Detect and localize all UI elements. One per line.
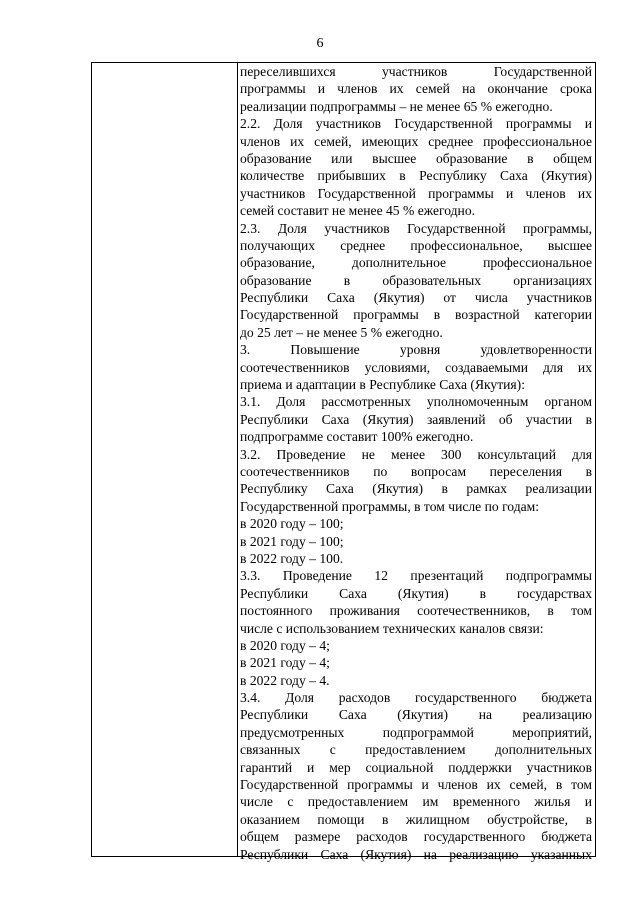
text-line: 2.2. Доля участников Государственной программы и [240,116,592,132]
text-line: постоянного проживания соотечественников, в том [240,603,592,619]
text-line: числе с предоставлением им временного жилья и [240,794,592,810]
text-line: Республики Саха (Якутия) заявлений об участии в [240,411,592,427]
text-line: реализации подпрограммы – не менее 65 % ежегодно. [240,98,553,114]
text-line: 3.1. Доля рассмотренных уполномоченным органом [240,394,592,410]
text-line: образование в образовательных организациях [240,272,592,288]
text-line: получающих среднее профессиональное, высшее [240,237,592,253]
text-line: связанных с предоставлением дополнительных [240,742,592,758]
text-line: Республики Саха (Якутия) на реализацию указанных [240,846,592,862]
text-line: в 2020 году – 4; [240,637,330,653]
text-line: программы и членов их семей на окончание срока [240,81,592,97]
text-line: в 2021 году – 4; [240,655,330,671]
text-line: 2.3. Доля участников Государственной программы, [240,220,592,236]
text-line: общем размере расходов государственного бюджета [240,829,592,845]
text-line: числе с использованием технических каналов связи: [240,620,544,636]
text-line: Государственной программы и членов их семей, в том [240,777,592,793]
text-line: оказанием помощи в жилищном обустройстве, в [240,811,592,827]
text-line: количестве прибывших в Республику Саха (Якутия) [240,168,592,184]
text-line: семей составит не менее 45 % ежегодно. [240,203,476,219]
text-line: приема и адаптации в Республике Саха (Якутия): [240,377,525,393]
text-line: подпрограмме составит 100% ежегодно. [240,429,474,445]
text-line: гарантий и мер социальной поддержки участников [240,759,592,775]
column-divider [237,63,238,856]
text-line: Республику Саха (Якутия) в рамках реализации [240,481,592,497]
text-line: Республики Саха (Якутия) в государствах [240,585,592,601]
text-line: соотечественников условиями, создаваемыми для их [240,359,592,375]
text-line: 3.3. Проведение 12 презентаций подпрограммы [240,568,592,584]
text-line: 3. Повышение уровня удовлетворенности [240,342,592,358]
table-right-cell [240,63,592,862]
text-line: в 2021 году – 100; [240,533,344,549]
text-line: образование, дополнительное профессиональное [240,255,592,271]
text-line: в 2022 году – 4. [240,672,330,688]
text-line: в 2022 году – 100. [240,550,344,566]
page-number: 6 [316,36,324,51]
text-line: до 25 лет – не менее 5 % ежегодно. [240,324,443,340]
text-line: соотечественников по вопросам переселения в [240,463,592,479]
table-left-cell [92,63,237,856]
text-line: Республики Саха (Якутия) от числа участников [240,290,592,306]
text-line: в 2020 году – 100; [240,516,344,532]
text-line: 3.4. Доля расходов государственного бюджета [240,690,592,706]
text-line: членов их семей, имеющих среднее профессиональное [240,133,592,149]
text-line: 3.2. Проведение не менее 300 консультаций для [240,446,592,462]
text-line: участников Государственной программы и членов их [240,185,592,201]
text-line: образование или высшее образование в общем [240,150,592,166]
text-line: переселившихся участников Государственной [240,64,592,79]
text-line: предусмотренных подпрограммой мероприятий, [240,724,592,740]
document-table [91,62,596,862]
text-line: Республики Саха (Якутия) на реализацию [240,707,592,723]
text-line: Государственной программы, в том числе по годам: [240,498,540,514]
text-line: Государственной программы в возрастной категории [240,307,592,323]
